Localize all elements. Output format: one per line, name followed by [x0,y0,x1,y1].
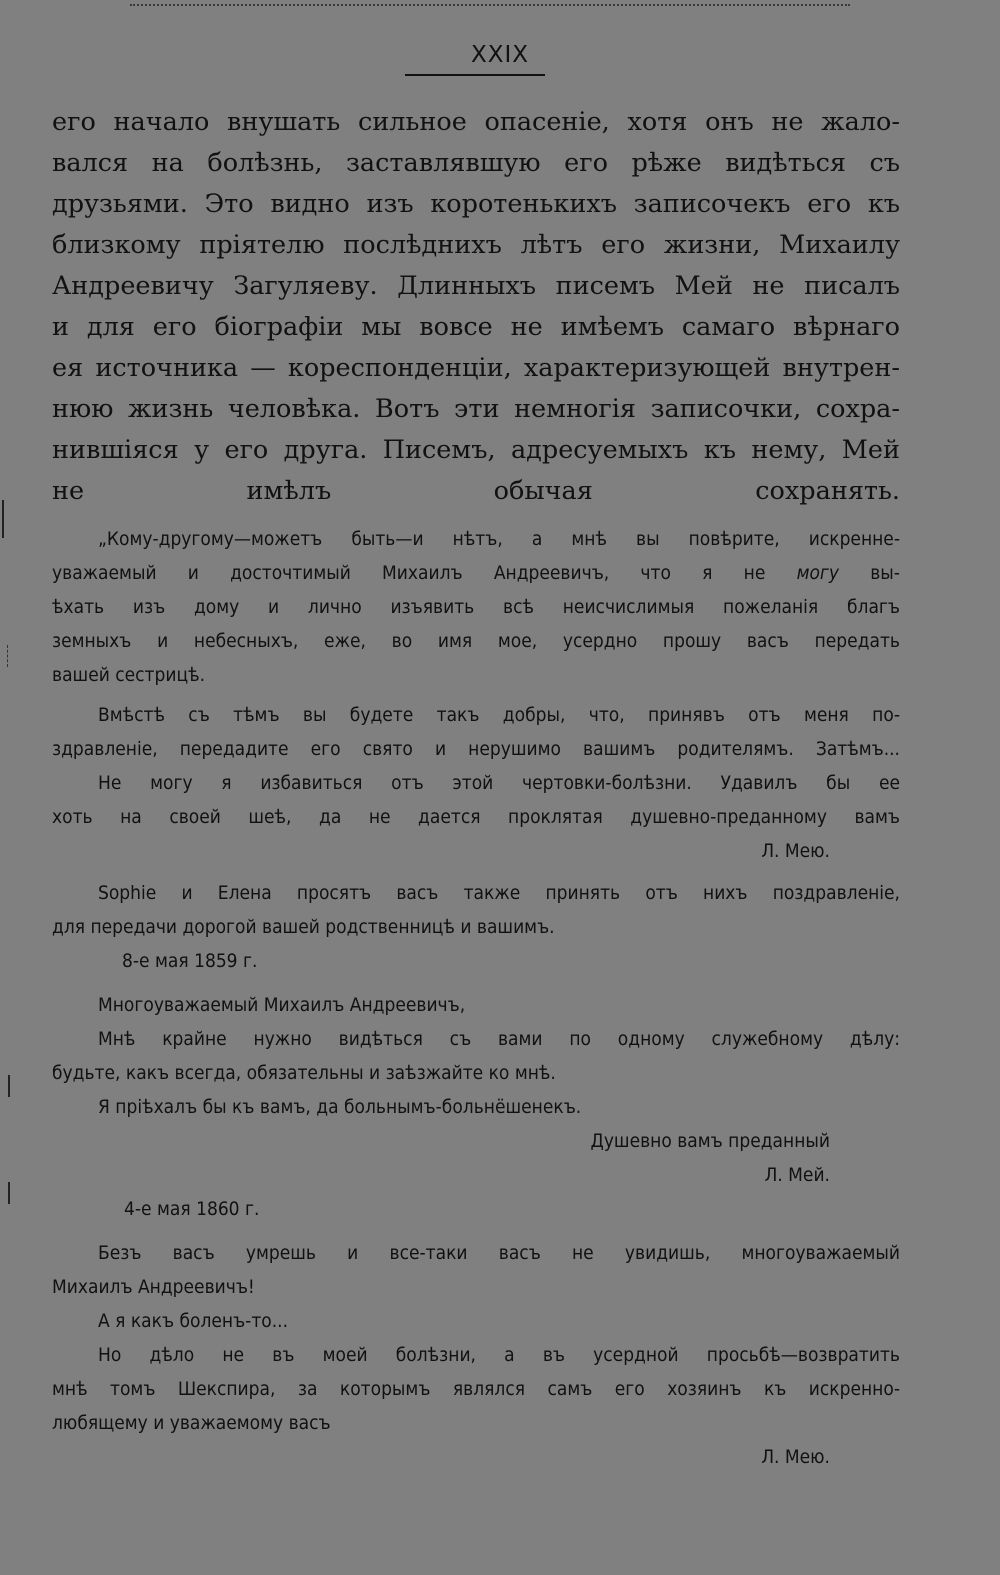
text-line: Я пріѣхалъ бы къ вамъ, да больнымъ-больнёшенекъ. [98,1096,582,1118]
letter-2-para-1 [52,1022,900,1090]
text-line: вался на болѣзнь, заставлявшую его рѣже видѣться съ [52,148,900,178]
margin-mark-1 [2,500,4,538]
letter-1-signature [52,834,900,868]
letter-2 [52,988,900,1226]
text-line: ея источника — кореспонденціи, характеризующей внутрен- [52,353,900,383]
letter-2-salutation [52,988,900,1022]
margin-mark-3 [8,1075,10,1097]
text-line: любящему и уважаемому васъ [52,1412,331,1434]
page-number: XXIX [470,42,530,68]
letter-3-para-3 [52,1338,900,1440]
top-dotted-rule [130,0,850,6]
text-line: А я какъ боленъ-то... [98,1310,289,1332]
text-line: нившіяся у его друга. Писемъ, адресуемыхъ къ нему, Мей [52,435,900,465]
letter-3-para-2 [52,1304,900,1338]
letter-3-signature [52,1440,900,1474]
letter-1 [52,522,900,978]
text-line: „Кому-другому—можетъ быть—и нѣтъ, а мнѣ вы повѣрите, искренне- [98,528,900,550]
text-line: его начало внушать сильное опасеніе, хотя онъ не жало- [52,107,900,137]
signature-text: Л. Мею. [761,840,830,862]
margin-mark-2 [7,645,8,667]
date-text: 4-е мая 1860 г. [124,1198,260,1220]
signature-text: Л. Мей. [764,1164,830,1186]
text-line: будьте, какъ всегда, обязательны и заѣзжайте ко мнѣ. [52,1062,556,1084]
emphasis-text: могу [796,562,840,584]
page-number-underline [405,74,545,76]
signature-text: Л. Мею. [761,1446,830,1468]
margin-mark-4 [8,1182,10,1204]
letter-3 [52,1236,900,1474]
text-line: Вмѣстѣ съ тѣмъ вы будете такъ добры, что, принявъ отъ меня по- [98,704,900,726]
text-line [52,556,900,590]
letter-1-date [52,944,900,978]
text-line: Андреевичу Загуляеву. Длинныхъ писемъ Мей не писалъ [52,271,900,301]
text-line: мнѣ томъ Шекспира, за которымъ являлся самъ его хозяинъ къ искренно- [52,1378,900,1400]
text-line: Sophie и Елена просятъ васъ также принять отъ нихъ поздравленіе, [98,882,900,904]
letter-2-closing [52,1124,900,1158]
closing-text: Душевно вамъ преданный [590,1130,830,1152]
intro-paragraph [52,102,900,512]
text-line: Безъ васъ умрешь и все-таки васъ не увидишь, многоуважаемый [98,1242,900,1264]
salutation-text: Многоуважаемый Михаилъ Андреевичъ, [98,994,466,1016]
text-line: Мнѣ крайне нужно видѣться съ вами по одному служебному дѣлу: [98,1028,900,1050]
text-line: Не могу я избавиться отъ этой чертовки-болѣзни. Удавилъ бы ее [98,772,900,794]
text-line: не имѣлъ обычая сохранять. [52,476,900,506]
text-line: друзьями. Это видно изъ коротенькихъ записочекъ его къ [52,189,900,219]
text-line: здравленіе, передадите его свято и нерушимо вашимъ родителямъ. Затѣмъ... [52,738,900,760]
text-line: Михаилъ Андреевичъ! [52,1276,255,1298]
text-line: вашей сестрицѣ. [52,664,206,686]
text-line: Но дѣло не въ моей болѣзни, а въ усердной просьбѣ—возвратить [98,1344,900,1366]
text-line: земныхъ и небесныхъ, еже, во имя мое, усердно прошу васъ передать [52,630,900,652]
letter-2-date [52,1192,900,1226]
letter-3-para-1 [52,1236,900,1304]
text-line: ѣхать изъ дому и лично изъявить всѣ неисчислимыя пожеланія благъ [52,596,900,618]
text-line: близкому пріятелю послѣднихъ лѣтъ его жизни, Михаилу [52,230,900,260]
letter-2-signature [52,1158,900,1192]
text-line: и для его біографіи мы вовсе не имѣемъ самаго вѣрнаго [52,312,900,342]
letter-1-postscript [52,876,900,944]
letter-2-para-2 [52,1090,900,1124]
text-line: хоть на своей шеѣ, да не дается проклятая душевно-преданному вамъ [52,806,900,828]
text-line: нюю жизнь человѣка. Вотъ эти немногія записочки, сохра- [52,394,900,424]
letter-1-para-2 [52,698,900,766]
letter-1-para-1 [52,522,900,692]
page-body [52,102,900,1474]
text-fragment: вы- [870,562,900,584]
text-line: для передачи дорогой вашей родственницѣ и вашимъ. [52,916,555,938]
text-fragment: уважаемый и досточтимый Михаилъ Андреевичъ, что я не [52,562,766,584]
date-text: 8-е мая 1859 г. [122,950,258,972]
letter-1-para-3 [52,766,900,834]
